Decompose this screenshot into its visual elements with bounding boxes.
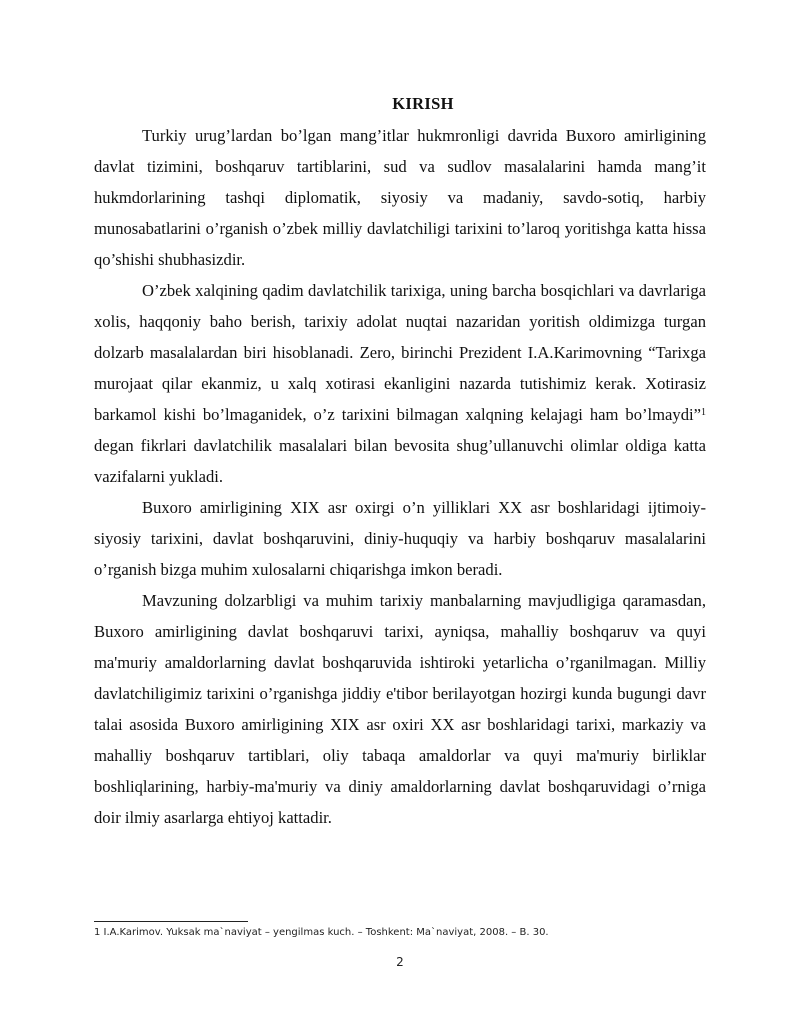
paragraph-2 bbox=[94, 275, 706, 492]
footnote: 1 I.A.Karimov. Yuksak ma`naviyat – yengilmas kuch. – Toshkent: Ma`naviyat, 2008. – B. 30. bbox=[94, 927, 549, 938]
paragraph-2-text: O’zbek xalqining qadim davlatchilik tarixiga, uning barcha bosqichlari va davrlariga xolis, haqqoniy baho berish, tarixiy adolat nuqtai nazaridan yoritish oldimizga turgan dolzarb masalalardan biri hisoblanadi. Zero, birinchi Prezident I.A.Karimovning “Tarixga murojaat qilar ekanmiz, u xalq xotirasi ekanligini nazarda tutishimiz kerak. Xotirasiz barkamol kishi bo’lmaganidek, o’z tarixini bilmagan xalqning kelajagi ham bo’lmaydi” bbox=[94, 281, 706, 424]
paragraph-4: Mavzuning dolzarbligi va muhim tarixiy manbalarning mavjudligiga qaramasdan, Buxoro amirligining davlat boshqaruvi tarixi, ayniqsa, mahalliy boshqaruv va quyi ma'muriy amaldorlarning davlat boshqaruvida ishtiroki yetarlicha o’rganilmagan. Milliy davlatchiligimiz tarixini o’rganishga jiddiy e'tibor berilayotgan hozirgi kunda bugungi davr talai asosida Buxoro amirligining XIX asr oxiri XX asr boshlaridagi tarixi, markaziy va mahalliy boshqaruv tartiblari, oliy tabaqa amaldorlar va quyi ma'muriy birliklar boshliqlarining, harbiy-ma'muriy va diniy amaldorlarning davlat boshqaruvidagi o’rniga doir ilmiy asarlarga ehtiyoj kattadir. bbox=[94, 591, 706, 827]
page-number: 2 bbox=[396, 955, 404, 969]
paragraph-3: Buxoro amirligining XIX asr oxirgi o’n yilliklari XX asr boshlaridagi ijtimoiy-siyosiy tarixini, davlat boshqaruvini, diniy-huquqiy va harbiy boshqaruv masalalarini o’rganish bizga muhim xulosalarni chiqarishga imkon beradi. bbox=[94, 498, 706, 579]
footnote-reference[interactable]: 1 bbox=[701, 407, 706, 418]
paragraph-1: Turkiy urug’lardan bo’lgan mang’itlar hukmronligi davrida Buxoro amirligining davlat tizimini, boshqaruv tartiblarini, sud va sudlov masalalarini hamda mang’it hukmdorlarining tashqi diplomatik, siyosiy va madaniy, savdo-sotiq, harbiy munosabatlarini o’rganish o’zbek milliy davlatchiligi tarixini to’laroq yoritishga katta hissa qo’shishi shubhasizdir. bbox=[94, 126, 706, 269]
footnote-separator bbox=[94, 921, 248, 922]
body-text bbox=[94, 120, 706, 833]
paragraph-2-continuation: degan fikrlari davlatchilik masalalari bilan bevosita shug’ullanuvchi olimlar oldiga katta vazifalarni yukladi. bbox=[94, 436, 706, 486]
page-title: KIRISH bbox=[392, 94, 454, 113]
